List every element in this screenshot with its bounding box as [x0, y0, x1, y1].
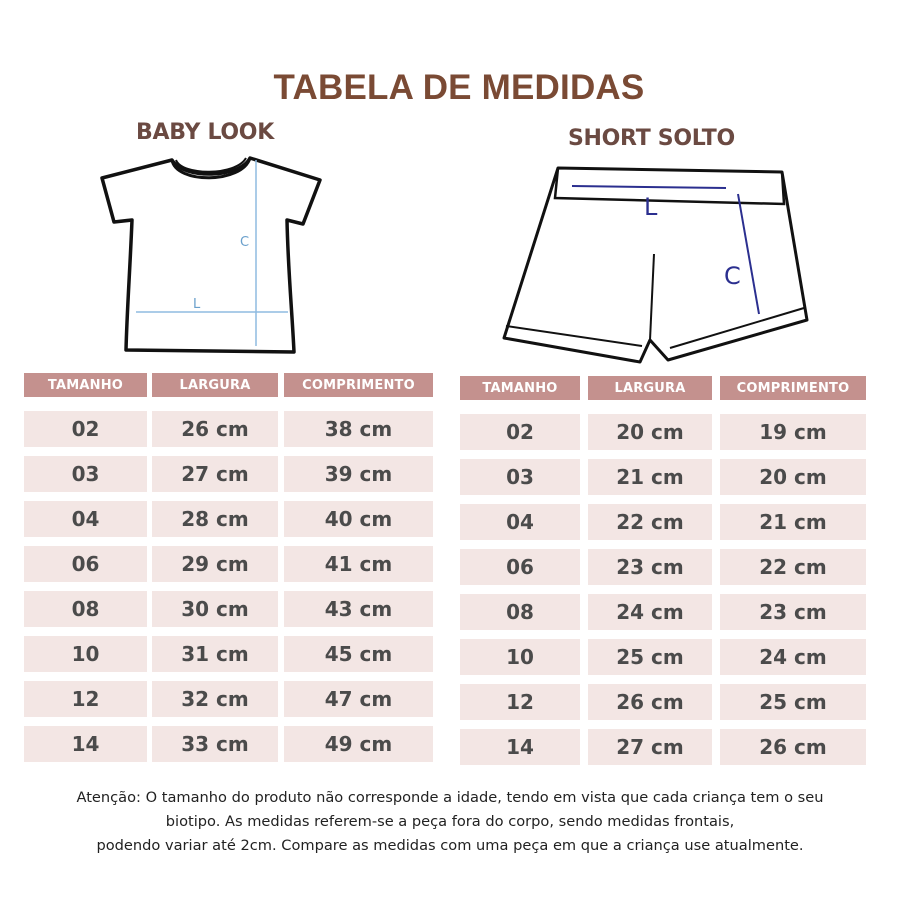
size-notice: [0, 786, 898, 858]
baby-look-cell: 33 cm: [152, 726, 278, 762]
short-solto-cell: 22 cm: [720, 549, 866, 585]
short-solto-cell: 10: [460, 639, 580, 675]
short-solto-cell: 21 cm: [588, 459, 712, 495]
short-solto-cell: 23 cm: [588, 549, 712, 585]
notice-line: Atenção: O tamanho do produto não corresponde a idade, tendo em vista que cada criança tem o seu: [76, 789, 824, 806]
short-solto-cell: 25 cm: [720, 684, 866, 720]
baby-look-cell: 38 cm: [284, 411, 433, 447]
baby-look-cell: 06: [24, 546, 147, 582]
baby-look-cell: 45 cm: [284, 636, 433, 672]
baby-look-tshirt-illustration: [96, 150, 326, 362]
short-solto-cell: 24 cm: [588, 594, 712, 630]
short-solto-title: SHORT SOLTO: [568, 126, 735, 151]
baby-look-cell: 29 cm: [152, 546, 278, 582]
baby-look-cell: 10: [24, 636, 147, 672]
short-solto-cell: 20 cm: [588, 414, 712, 450]
baby-look-title: BABY LOOK: [136, 120, 274, 145]
baby-look-cell: 08: [24, 591, 147, 627]
baby-look-cell: 27 cm: [152, 456, 278, 492]
length-label: C: [240, 235, 250, 250]
short-solto-cell: 25 cm: [588, 639, 712, 675]
notice-line: biotipo. As medidas referem-se a peça fora do corpo, sendo medidas frontais,: [165, 813, 735, 830]
baby-look-header-length: COMPRIMENTO: [284, 373, 433, 397]
short-solto-cell: 04: [460, 504, 580, 540]
short-solto-cell: 20 cm: [720, 459, 866, 495]
baby-look-cell: 43 cm: [284, 591, 433, 627]
short-solto-cell: 02: [460, 414, 580, 450]
short-solto-header-width: LARGURA: [588, 376, 712, 400]
baby-look-header-width: LARGURA: [152, 373, 278, 397]
short-solto-cell: 23 cm: [720, 594, 866, 630]
short-solto-cell: 22 cm: [588, 504, 712, 540]
baby-look-cell: 02: [24, 411, 147, 447]
baby-look-cell: 03: [24, 456, 147, 492]
short-solto-cell: 06: [460, 549, 580, 585]
notice-line: podendo variar até 2cm. Compare as medidas com uma peça em que a criança use atualmente.: [96, 837, 804, 854]
width-label: L: [193, 297, 201, 312]
short-solto-cell: 03: [460, 459, 580, 495]
short-solto-cell: 27 cm: [588, 729, 712, 765]
short-solto-cell: 24 cm: [720, 639, 866, 675]
baby-look-cell: 14: [24, 726, 147, 762]
short-solto-cell: 19 cm: [720, 414, 866, 450]
baby-look-cell: 40 cm: [284, 501, 433, 537]
width-label: L: [644, 193, 658, 221]
length-label: C: [724, 262, 741, 290]
baby-look-cell: 30 cm: [152, 591, 278, 627]
short-solto-illustration: [494, 158, 820, 370]
short-solto-cell: 14: [460, 729, 580, 765]
short-solto-cell: 08: [460, 594, 580, 630]
baby-look-cell: 39 cm: [284, 456, 433, 492]
baby-look-cell: 28 cm: [152, 501, 278, 537]
short-solto-header-size: TAMANHO: [460, 376, 580, 400]
baby-look-cell: 31 cm: [152, 636, 278, 672]
baby-look-cell: 41 cm: [284, 546, 433, 582]
baby-look-cell: 04: [24, 501, 147, 537]
short-solto-header-length: COMPRIMENTO: [720, 376, 866, 400]
baby-look-header-size: TAMANHO: [24, 373, 147, 397]
baby-look-cell: 47 cm: [284, 681, 433, 717]
baby-look-cell: 12: [24, 681, 147, 717]
short-solto-cell: 12: [460, 684, 580, 720]
baby-look-cell: 32 cm: [152, 681, 278, 717]
baby-look-cell: 49 cm: [284, 726, 433, 762]
short-solto-cell: 21 cm: [720, 504, 866, 540]
page-title: TABELA DE MEDIDAS: [273, 68, 645, 107]
short-solto-cell: 26 cm: [588, 684, 712, 720]
baby-look-cell: 26 cm: [152, 411, 278, 447]
short-solto-cell: 26 cm: [720, 729, 866, 765]
